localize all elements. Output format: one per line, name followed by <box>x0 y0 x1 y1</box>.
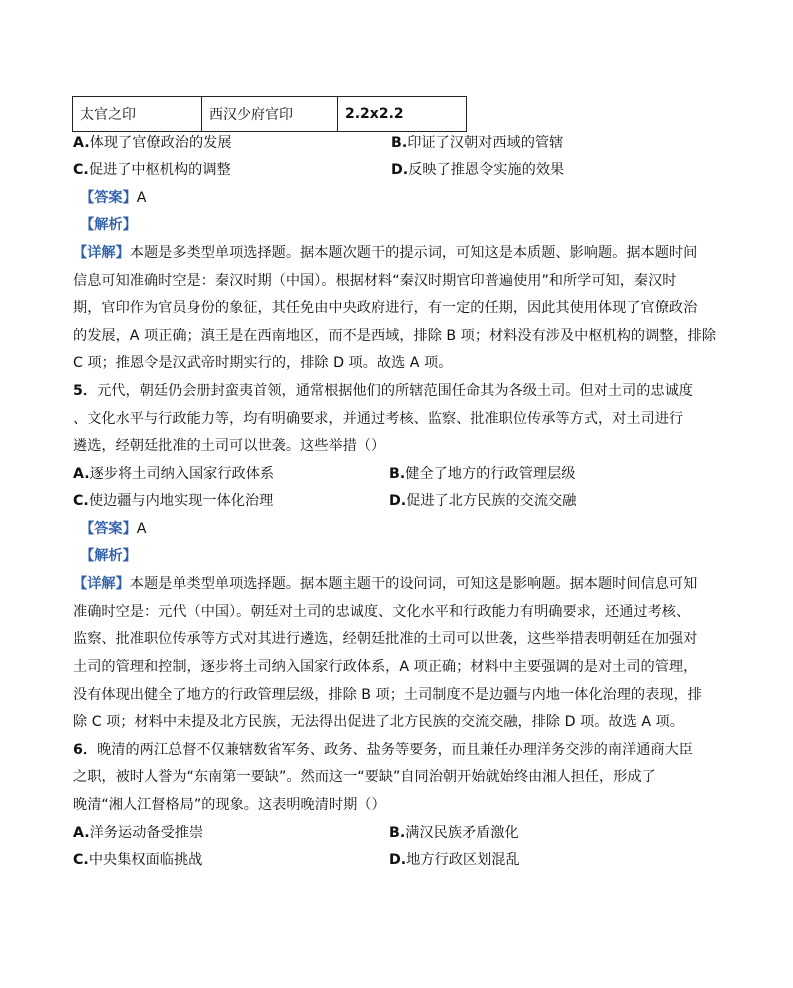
q5-option-d: D.促进了北方民族的交流交融 <box>389 493 577 509</box>
q6-option-a: A.洋务运动备受推崇 <box>73 825 204 841</box>
q6-stem-line-3: 晚清“湘人江督格局”的现象。这表明晚清时期（） <box>73 797 386 813</box>
q5-stem-line-3: 遴选，经朝廷批准的土司可以世袭。这些举措（） <box>73 438 386 454</box>
table-cell-seal-name: 太官之印 <box>73 97 202 132</box>
q5-detail-line-1: 【详解】本题是单类型单项选择题。据本题主题干的设问词，可知这是影响题。据本题时间信息可知 <box>73 576 698 592</box>
q4-analysis-heading: 【解析】 <box>80 217 137 233</box>
q4-option-c: C.促进了中枢机构的调整 <box>73 162 231 178</box>
seal-table <box>72 96 467 132</box>
q6-number: 6． <box>73 742 98 758</box>
q5-detail-line-5: 没有体现出健全了地方的行政管理层级，排除 B 项；土司制度不是边疆与内地一体化治理的表现，排 <box>73 687 702 703</box>
q5-detail-line-3: 监察、批准职位传承等方式对其进行遴选，经朝廷批准的土司可以世袭，这些举措表明朝廷在加强对 <box>73 631 698 647</box>
table-cell-seal-type: 西汉少府官印 <box>202 97 338 132</box>
q4-detail-line-4: 的发展，A 项正确；滇王是在西南地区，而不是西域，排除 B 项；材料没有涉及中枢机构的调整，排除 <box>73 328 717 344</box>
q4-detail-line-5: C 项；推恩令是汉武帝时期实行的，排除 D 项。故选 A 项。 <box>73 355 453 371</box>
q6-stem-line-2: 之职，被时人誉为“东南第一要缺”。然而这一“要缺”自同治朝开始就始终由湘人担任，形成了 <box>73 769 656 785</box>
q5-answer: 【答案】A <box>80 521 147 537</box>
q6-stem-line-1: 6．晚清的两江总督不仅兼辖数省军务、政务、盐务等要务，而且兼任办理洋务交涉的南洋通商大臣 <box>73 742 693 758</box>
q5-detail-line-6: 除 C 项；材料中未提及北方民族，无法得出促进了北方民族的交流交融，排除 D 项。故选 A 项。 <box>73 714 684 730</box>
q5-stem-line-1: 5．元代，朝廷仍会册封蛮夷首领，通常根据他们的所辖范围任命其为各级土司。但对土司的忠诚度 <box>73 383 693 399</box>
q5-number: 5． <box>73 383 98 399</box>
q6-option-d: D.地方行政区划混乱 <box>389 852 520 868</box>
q5-option-a: A.逐步将土司纳入国家行政体系 <box>73 466 275 482</box>
q5-detail-line-2: 准确时空是：元代（中国）。朝廷对土司的忠诚度、文化水平和行政能力有明确要求，还通过考核、 <box>73 604 691 620</box>
q4-detail-line-1: 【详解】本题是多类型单项选择题。据本题次题干的提示词，可知这是本质题、影响题。据本题时间 <box>73 245 698 261</box>
q5-stem-line-2: 、文化水平与行政能力等，均有明确要求，并通过考核、监察、批准职位传承等方式，对土司进行 <box>73 411 684 427</box>
q4-option-a: A.体现了官僚政治的发展 <box>73 135 232 151</box>
q6-option-c: C.中央集权面临挑战 <box>73 852 203 868</box>
q5-option-c: C.使边疆与内地实现一体化治理 <box>73 493 274 509</box>
table-row <box>73 97 467 132</box>
q4-detail-line-2: 信息可知准确时空是：秦汉时期（中国）。根据材料“秦汉时期官印普遍使用”和所学可知，秦汉时 <box>73 273 677 289</box>
q5-analysis-heading: 【解析】 <box>80 548 137 564</box>
q5-detail-line-4: 土司的管理和控制，逐步将土司纳入国家行政体系，A 项正确；材料中主要强调的是对土司的管理， <box>73 659 698 675</box>
q4-detail-line-3: 期，官印作为官员身份的象征，其任免由中央政府进行，有一定的任期，因此其使用体现了官僚政治 <box>73 300 698 316</box>
q6-option-b: B.满汉民族矛盾激化 <box>389 825 519 841</box>
q5-option-b: B.健全了地方的行政管理层级 <box>389 466 576 482</box>
table-cell-seal-size: 2.2x2.2 <box>338 97 467 132</box>
q4-option-d: D.反映了推恩令实施的效果 <box>391 162 565 178</box>
q4-option-b: B.印证了汉朝对西域的管辖 <box>391 135 564 151</box>
q4-answer: 【答案】A <box>80 190 147 206</box>
